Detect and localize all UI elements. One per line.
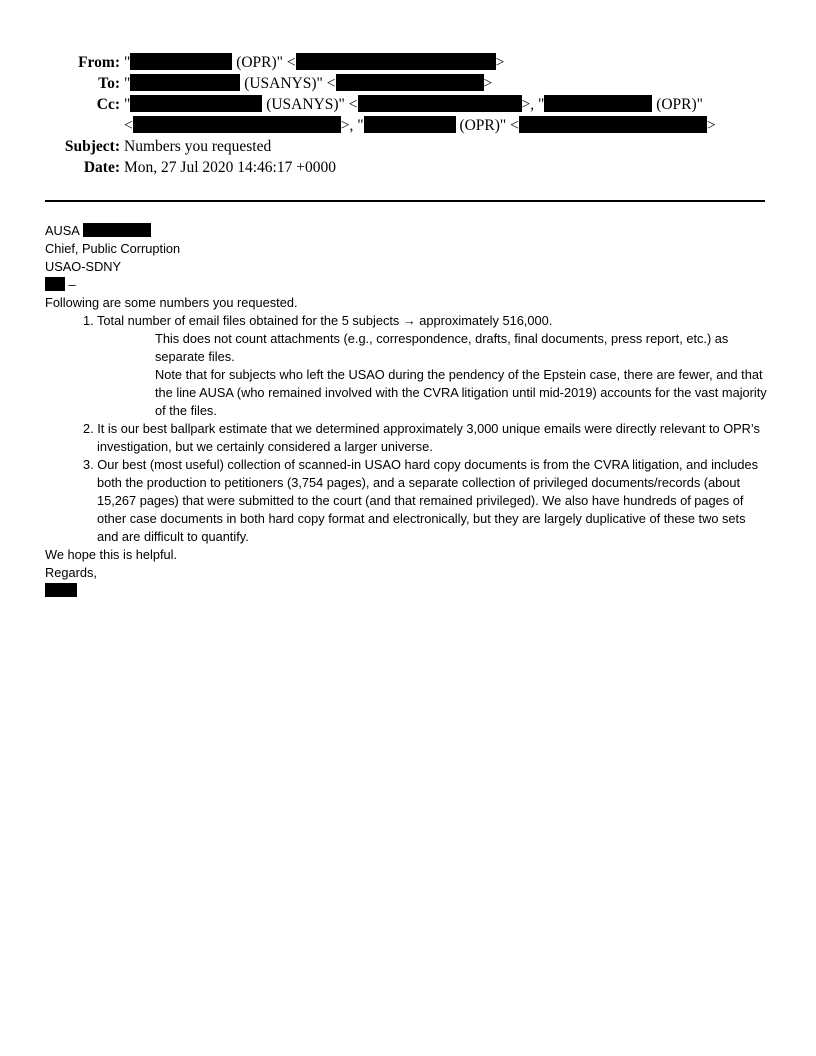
- redacted-name: [130, 53, 232, 70]
- title-line: Chief, Public Corruption: [45, 241, 181, 256]
- item-note: This does not count attachments (e.g., correspondence, drafts, final documents, press report, etc.) as separate files.: [155, 331, 729, 364]
- redacted-signature: [45, 583, 77, 597]
- angle-close: >: [495, 54, 505, 71]
- list-item: [83, 312, 767, 420]
- redacted-name: [130, 74, 240, 91]
- office-line: USAO-SDNY: [45, 259, 122, 274]
- signature-line: [45, 582, 767, 600]
- cc-separator: >, ": [340, 117, 364, 134]
- to-row: [0, 73, 816, 94]
- date-value: Mon, 27 Jul 2020 14:46:17 +0000: [124, 159, 336, 176]
- item-text: Our best (most useful) collection of scanned-in USAO hard copy documents is from the CVRA litigation, and includes both the production to petitioners (3,754 pages), and a separate collection of privileged documents/records (about 15,267 pages) that were submitted to the court (and that remained privileged). We also have hundreds of pages of other case documents in both hard copy format and electronically, but they are largely duplicative of these two sets and are difficult to quantify.: [97, 457, 759, 544]
- redacted-name: [83, 223, 151, 237]
- item-number: 2.: [83, 421, 94, 436]
- redacted-email: [358, 95, 522, 112]
- angle-open: <: [124, 117, 133, 134]
- redacted-name: [544, 95, 652, 112]
- to-org: (USANYS)" <: [240, 75, 336, 92]
- header-divider: [45, 200, 765, 202]
- quote-mark: ": [124, 75, 131, 92]
- greeting-line: [45, 276, 767, 294]
- list-item: [83, 420, 767, 456]
- from-value: [124, 52, 504, 73]
- subject-label: Subject:: [64, 138, 120, 155]
- greeting-dash: –: [65, 277, 76, 292]
- email-header: [0, 52, 816, 178]
- quote-mark: ": [124, 54, 131, 71]
- redacted-name: [130, 95, 262, 112]
- item-number: 1.: [83, 313, 94, 328]
- salutation-prefix: AUSA: [45, 223, 80, 238]
- cc-value: [124, 94, 703, 115]
- from-row: [0, 52, 816, 73]
- numbers-list: [45, 312, 767, 546]
- redacted-email: [336, 74, 484, 91]
- redacted-email: [519, 116, 707, 133]
- item-text: It is our best ballpark estimate that we determined approximately 3,000 unique emails were directly relevant to OPR’s investigation, but we certainly considered a larger universe.: [97, 421, 760, 454]
- from-org: (OPR)" <: [232, 54, 296, 71]
- regards-line: Regards,: [45, 565, 97, 580]
- cc-org-2: (OPR)": [652, 96, 704, 113]
- item-text: Total number of email files obtained for the 5 subjects → approximately 516,000.: [97, 313, 553, 328]
- date-label: Date:: [83, 159, 120, 176]
- subject-value: Numbers you requested: [124, 138, 272, 155]
- item-note: Note that for subjects who left the USAO during the pendency of the Epstein case, there are fewer, and that the line AUSA (who remained involved with the CVRA litigation until mid-2019) accounts for the vast majority of the files.: [155, 367, 767, 418]
- item-number: 3.: [83, 457, 94, 472]
- cc-label: Cc:: [96, 96, 120, 113]
- date-row: [0, 157, 816, 178]
- cc-org-3: (OPR)" <: [455, 117, 519, 134]
- from-label: From:: [78, 54, 120, 71]
- subject-row: [0, 136, 816, 157]
- to-label: To:: [98, 75, 120, 92]
- to-value: [124, 73, 492, 94]
- redacted-email: [133, 116, 341, 133]
- redacted-name: [364, 116, 456, 133]
- cc-org-1: (USANYS)" <: [262, 96, 358, 113]
- quote-mark: ": [124, 96, 131, 113]
- cc-row: [0, 94, 816, 115]
- redacted-email: [296, 53, 496, 70]
- redacted-name: [45, 277, 65, 291]
- cc-separator: >, ": [521, 96, 545, 113]
- angle-close: >: [706, 117, 716, 134]
- list-item: [83, 456, 767, 546]
- email-body: [45, 222, 767, 600]
- intro-line: Following are some numbers you requested.: [45, 295, 298, 310]
- closing-line: We hope this is helpful.: [45, 547, 178, 562]
- cc-continuation: [0, 115, 816, 136]
- salutation-line: [45, 222, 767, 240]
- angle-close: >: [483, 75, 493, 92]
